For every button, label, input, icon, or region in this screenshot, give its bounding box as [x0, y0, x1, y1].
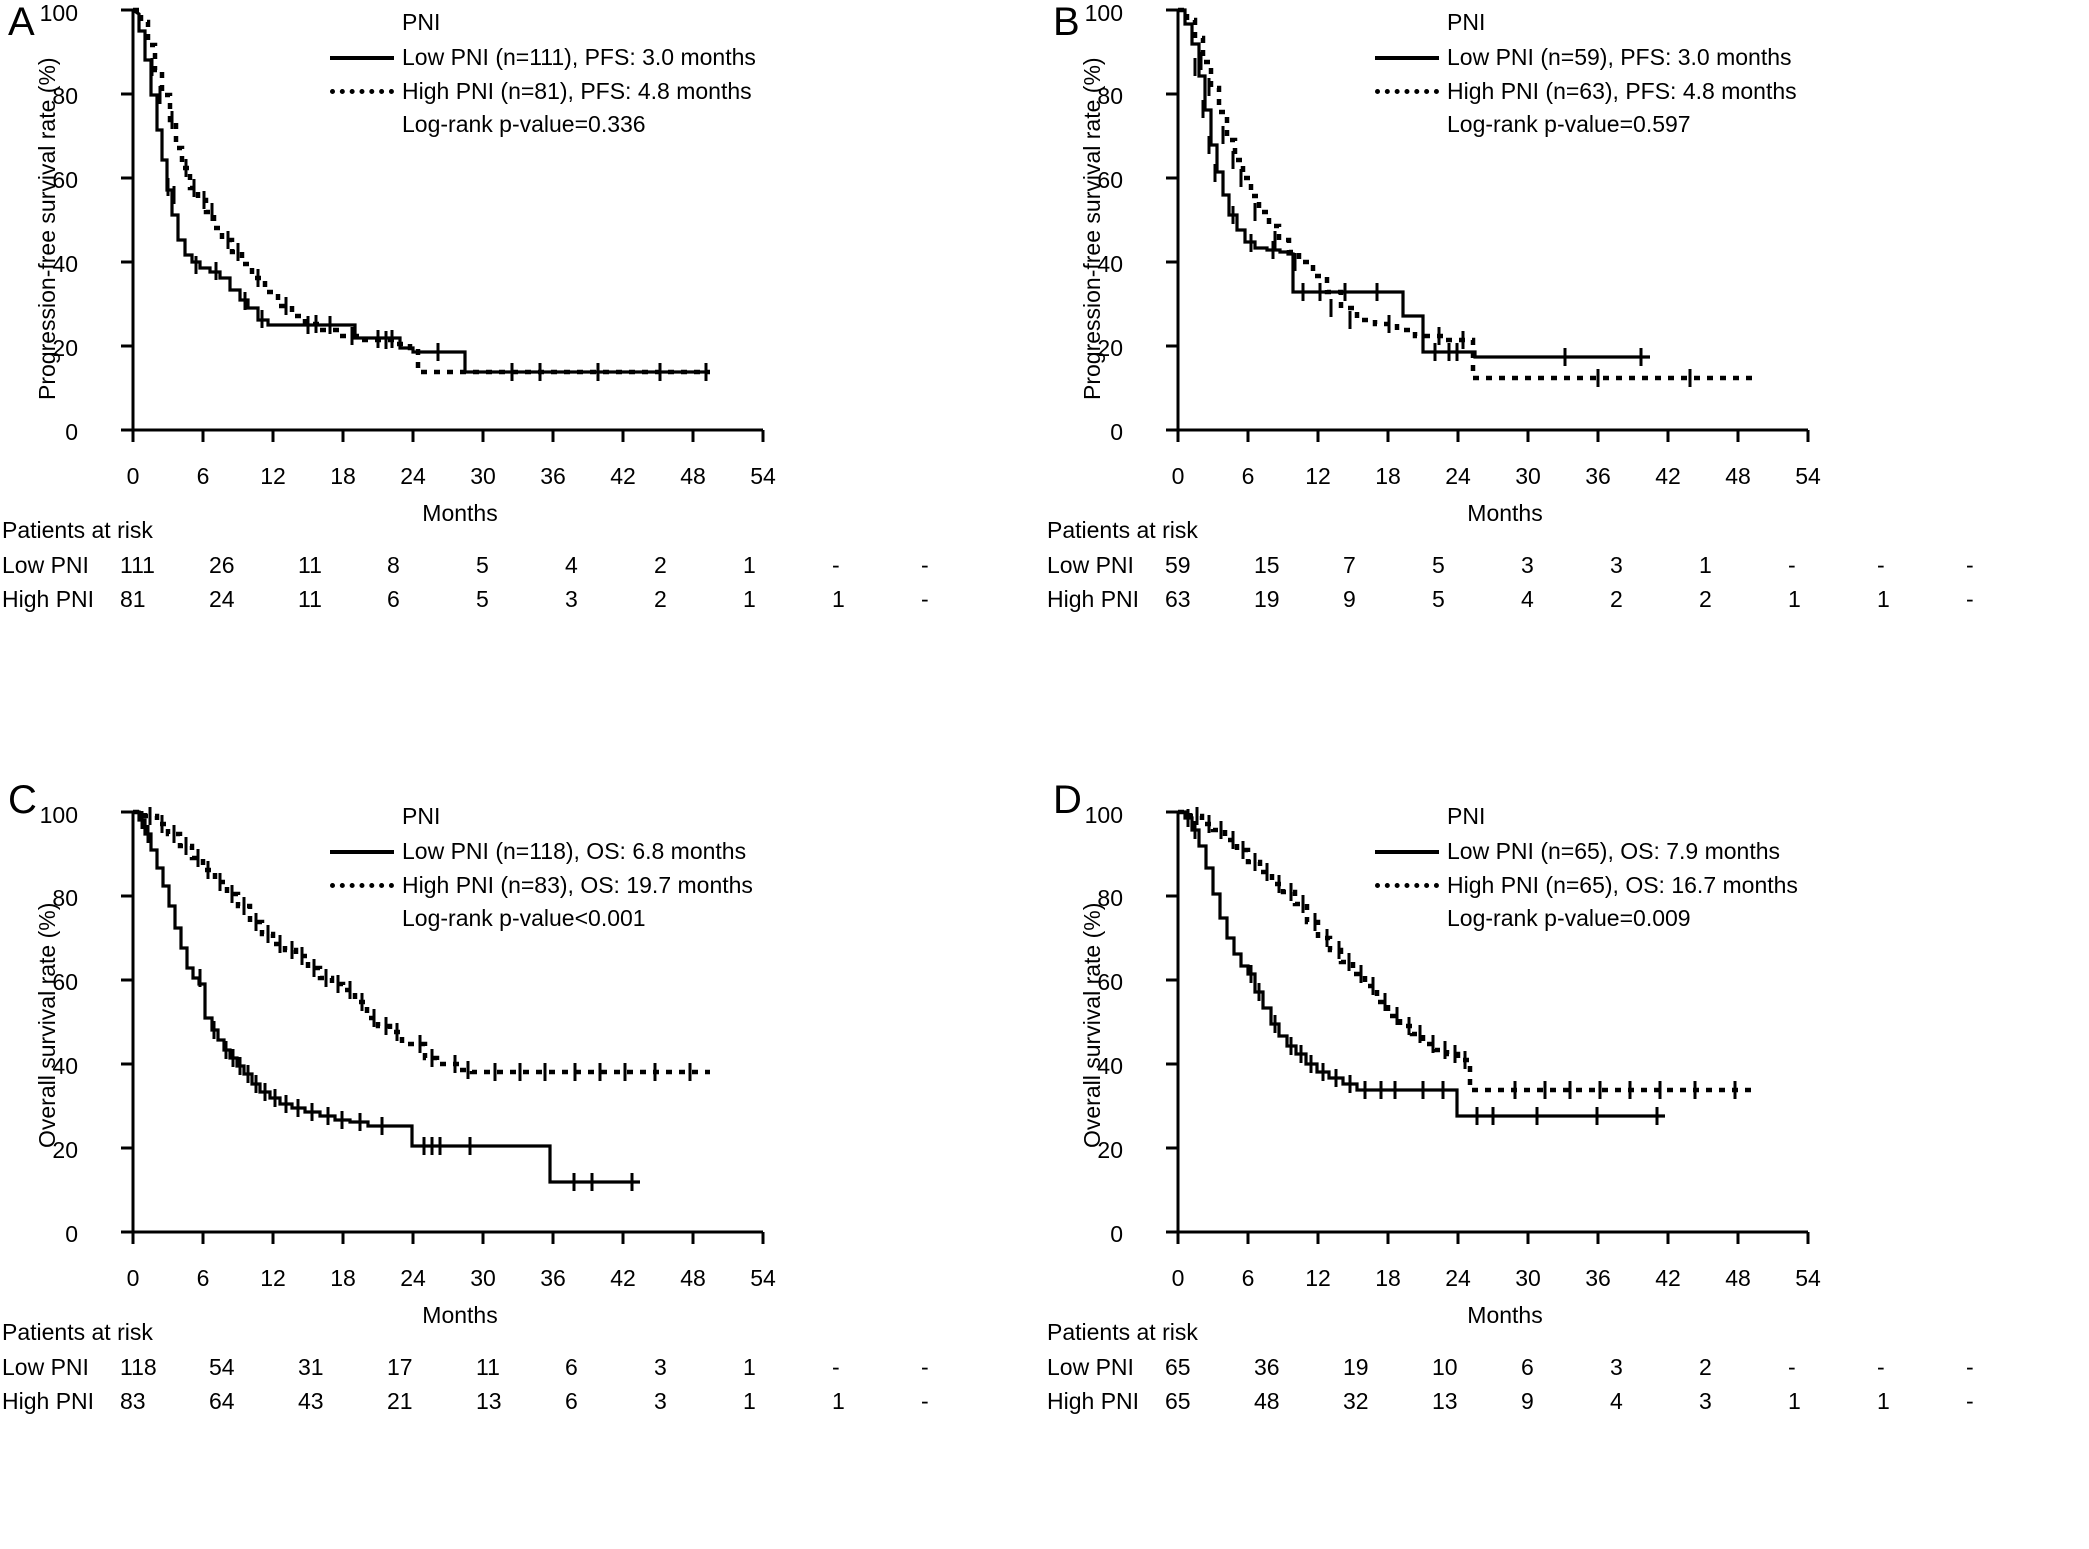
panel-a-risk-row1-v0: 81: [120, 585, 146, 612]
panel-d-risk-title: Patients at risk: [1047, 1319, 1198, 1345]
panel-a-risk-row0-v0: 111: [120, 551, 155, 578]
panel-d-risk-row0-label: Low PNI: [1047, 1353, 1134, 1380]
panel-d-xtick-54: 54: [1795, 1265, 1821, 1291]
panel-a-risk-row0-v1: 26: [209, 551, 235, 578]
panel-a-risk-row0-v4: 5: [476, 551, 489, 578]
panel-d-xtick-30: 30: [1515, 1265, 1541, 1291]
panel-a-xtick-24: 24: [400, 463, 426, 489]
panel-a-plot: [0, 0, 1040, 745]
panel-b-risk-row1-v6: 2: [1699, 585, 1712, 612]
panel-d-risk-row1-v0: 65: [1165, 1387, 1191, 1414]
panel-b-ytick-20: 20: [1097, 335, 1123, 361]
panel-b-xtick-12: 12: [1305, 463, 1331, 489]
panel-a-risk-table: [2, 517, 1010, 616]
panel-d-xtick-0: 0: [1171, 1265, 1185, 1291]
panel-a-risk-row0-label: Low PNI: [2, 551, 89, 578]
panel-d-xtick-48: 48: [1725, 1265, 1751, 1291]
panel-d-ytick-40: 40: [1097, 1053, 1123, 1079]
panel-b-pvalue: Log-rank p-value=0.597: [1447, 111, 1691, 138]
panel-d-risk-row0-v1: 36: [1254, 1353, 1280, 1380]
panel-a-risk-row0-v9: -: [921, 551, 929, 578]
panel-b-risk-row1-v0: 63: [1165, 585, 1191, 612]
panel-c-xtick-42: 42: [610, 1265, 636, 1291]
panel-d: [1045, 778, 2089, 1549]
panel-b-risk-row1-v4: 4: [1521, 585, 1534, 612]
panel-d-x-axis-label: Months: [1467, 1302, 1543, 1328]
panel-c-xtick-54: 54: [750, 1265, 776, 1291]
panel-a-risk-row0-v3: 8: [387, 551, 400, 578]
panel-c-legend-title: PNI: [402, 803, 441, 829]
panel-d-risk-row0-v0: 65: [1165, 1353, 1191, 1380]
panel-a-risk-title: Patients at risk: [2, 517, 153, 543]
panel-a-risk-row1-v3: 6: [387, 585, 400, 612]
panel-c-risk-row0-v8: -: [832, 1353, 840, 1380]
panel-d-xtick-24: 24: [1445, 1265, 1471, 1291]
panel-d-legend-title: PNI: [1447, 803, 1486, 829]
panel-a-risk-row1-v1: 24: [209, 585, 235, 612]
panel-a-xtick-42: 42: [610, 463, 636, 489]
panel-b-y-axis-label: Progression-free survival rate (%): [1079, 57, 1105, 400]
panel-d-ytick-100: 100: [1084, 802, 1123, 828]
panel-a-legend-low-label: Low PNI (n=111), PFS: 3.0 months: [402, 44, 756, 71]
panel-d-letter: D: [1053, 778, 1082, 822]
panel-a-risk-row1-v4: 5: [476, 585, 489, 612]
panel-b-risk-row1-v8: 1: [1877, 585, 1890, 612]
panel-d-risk-row1-v6: 3: [1699, 1387, 1712, 1414]
panel-b-xtick-36: 36: [1585, 463, 1611, 489]
panel-a-xtick-18: 18: [330, 463, 356, 489]
table-row: [1047, 1384, 2055, 1418]
panel-b-plot: [1045, 0, 2089, 745]
panel-d-risk-row0-v7: -: [1788, 1353, 1796, 1380]
panel-b-xtick-42: 42: [1655, 463, 1681, 489]
panel-b-risk-row0-v5: 3: [1610, 551, 1623, 578]
panel-a-xtick-36: 36: [540, 463, 566, 489]
panel-b-risk-row1-v2: 9: [1343, 585, 1356, 612]
panel-c-risk-row0-v3: 17: [387, 1353, 413, 1380]
panel-b-xtick-54: 54: [1795, 463, 1821, 489]
panel-b-risk-row1-v3: 5: [1432, 585, 1445, 612]
panel-c-risk-row1-v3: 21: [387, 1387, 413, 1414]
panel-a-risk-row1-v9: -: [921, 585, 929, 612]
panel-c-risk-row1-v4: 13: [476, 1387, 502, 1414]
panel-c-risk-table: [2, 1319, 1010, 1418]
panel-a-risk-row0-v7: 1: [743, 551, 756, 578]
panel-a-xtick-48: 48: [680, 463, 706, 489]
panel-b-risk-grid: [1047, 548, 2055, 616]
panel-c-xtick-12: 12: [260, 1265, 286, 1291]
panel-c-risk-row1-label: High PNI: [2, 1387, 95, 1414]
panel-d-plot: [1045, 778, 2089, 1549]
panel-b-xtick-24: 24: [1445, 463, 1471, 489]
panel-d-risk-row0-v4: 6: [1521, 1353, 1534, 1380]
panel-c-x-axis-label: Months: [422, 1302, 498, 1328]
panel-a-xtick-54: 54: [750, 463, 776, 489]
panel-c-pvalue: Log-rank p-value<0.001: [402, 905, 646, 932]
panel-c-xtick-24: 24: [400, 1265, 426, 1291]
panel-c-risk-row0-v6: 3: [654, 1353, 667, 1380]
panel-b-xtick-48: 48: [1725, 463, 1751, 489]
panel-c-risk-row1-v8: 1: [832, 1387, 845, 1414]
panel-c-ytick-60: 60: [52, 969, 78, 995]
panel-d-legend-high-label: High PNI (n=65), OS: 16.7 months: [1447, 871, 1798, 898]
panel-b-legend-title: PNI: [1447, 9, 1486, 35]
table-row: [2, 582, 1010, 616]
panel-a-risk-row1-v7: 1: [743, 585, 756, 612]
panel-a-xtick-30: 30: [470, 463, 496, 489]
panel-a-risk-row0-v5: 4: [565, 551, 578, 578]
panel-c-xtick-48: 48: [680, 1265, 706, 1291]
panel-a-pvalue: Log-rank p-value=0.336: [402, 111, 646, 138]
panel-c-risk-title: Patients at risk: [2, 1319, 153, 1345]
panel-a-ytick-40: 40: [52, 251, 78, 277]
panel-b-risk-row1-v5: 2: [1610, 585, 1623, 612]
panel-b-risk-table: [1047, 517, 2055, 616]
panel-d-risk-row1-v7: 1: [1788, 1387, 1801, 1414]
panel-c-risk-row1-v0: 83: [120, 1387, 146, 1414]
panel-d-xtick-36: 36: [1585, 1265, 1611, 1291]
panel-a-ytick-20: 20: [52, 335, 78, 361]
panel-d-xtick-42: 42: [1655, 1265, 1681, 1291]
panel-a-letter: A: [8, 0, 35, 44]
panel-b-risk-row1-v1: 19: [1254, 585, 1280, 612]
panel-c-ytick-100: 100: [39, 802, 78, 828]
panel-d-ytick-0: 0: [1110, 1221, 1123, 1247]
panel-c-risk-row0-label: Low PNI: [2, 1353, 89, 1380]
panel-d-legend-low-label: Low PNI (n=65), OS: 7.9 months: [1447, 838, 1781, 865]
panel-d-risk-row0-v8: -: [1877, 1353, 1885, 1380]
panel-b-risk-row0-v2: 7: [1343, 551, 1356, 578]
panel-b-xtick-18: 18: [1375, 463, 1401, 489]
panel-b-risk-row1-v9: -: [1966, 585, 1974, 612]
panel-d-risk-row0-v6: 2: [1699, 1353, 1712, 1380]
panel-b-risk-row0-v9: -: [1966, 551, 1974, 578]
panel-d-xtick-18: 18: [1375, 1265, 1401, 1291]
panel-a-risk-row0-v6: 2: [654, 551, 667, 578]
panel-c-legend-low-label: Low PNI (n=118), OS: 6.8 months: [402, 838, 747, 865]
panel-c-risk-row0-v5: 6: [565, 1353, 578, 1380]
panel-c-risk-row1-v6: 3: [654, 1387, 667, 1414]
panel-b-ytick-100: 100: [1084, 0, 1123, 26]
panel-a-risk-row1-v8: 1: [832, 585, 845, 612]
panel-d-risk-row1-label: High PNI: [1047, 1387, 1140, 1414]
panel-a-y-axis-label: Progression-free survival rate (%): [34, 57, 60, 400]
table-row: [2, 548, 1010, 582]
panel-a-xtick-12: 12: [260, 463, 286, 489]
panel-c-risk-grid: [2, 1350, 1010, 1418]
panel-c-xtick-0: 0: [126, 1265, 140, 1291]
panel-b-risk-row1-label: High PNI: [1047, 585, 1140, 612]
panel-b-risk-row0-v1: 15: [1254, 551, 1280, 578]
panel-d-risk-row1-v8: 1: [1877, 1387, 1890, 1414]
panel-a-risk-grid: [2, 548, 1010, 616]
panel-a-ytick-100: 100: [39, 0, 78, 26]
panel-b-ytick-40: 40: [1097, 251, 1123, 277]
panel-d-ytick-80: 80: [1097, 885, 1123, 911]
panel-a-risk-row1-label: High PNI: [2, 585, 95, 612]
panel-c: [0, 778, 1040, 1549]
table-row: [1047, 548, 2055, 582]
panel-d-xtick-6: 6: [1241, 1265, 1255, 1291]
panel-b-risk-row0-v6: 1: [1699, 551, 1712, 578]
panel-c-ytick-80: 80: [52, 885, 78, 911]
panel-c-risk-row1-v5: 6: [565, 1387, 578, 1414]
panel-d-risk-row1-v3: 13: [1432, 1387, 1458, 1414]
panel-c-ytick-0: 0: [65, 1221, 78, 1247]
panel-b-risk-row0-v4: 3: [1521, 551, 1534, 578]
panel-c-risk-row1-v2: 43: [298, 1387, 324, 1414]
panel-a-xtick-0: 0: [126, 463, 140, 489]
table-row: [1047, 582, 2055, 616]
table-row: [2, 1350, 1010, 1384]
panel-b-xtick-0: 0: [1171, 463, 1185, 489]
panel-c-risk-row1-v7: 1: [743, 1387, 756, 1414]
panel-d-risk-row0-v2: 19: [1343, 1353, 1369, 1380]
table-row: [2, 1384, 1010, 1418]
panel-d-risk-row1-v4: 9: [1521, 1387, 1534, 1414]
panel-c-xtick-6: 6: [196, 1265, 210, 1291]
panel-b-risk-title: Patients at risk: [1047, 517, 1198, 543]
panel-c-risk-row0-v4: 11: [476, 1353, 500, 1380]
panel-c-letter: C: [8, 778, 37, 822]
panel-b-x-axis-label: Months: [1467, 500, 1543, 526]
panel-d-y-axis-label: Overall survival rate (%): [1079, 902, 1105, 1148]
panel-c-xtick-36: 36: [540, 1265, 566, 1291]
panel-a-risk-row1-v6: 2: [654, 585, 667, 612]
panel-b-xtick-6: 6: [1241, 463, 1255, 489]
panel-c-risk-row0-v1: 54: [209, 1353, 235, 1380]
panel-b-risk-row0-v3: 5: [1432, 551, 1445, 578]
panel-d-risk-row1-v5: 4: [1610, 1387, 1623, 1414]
panel-c-risk-row1-v1: 64: [209, 1387, 235, 1414]
panel-b-risk-row0-v8: -: [1877, 551, 1885, 578]
panel-d-risk-row0-v5: 3: [1610, 1353, 1623, 1380]
panel-b-risk-row0-v7: -: [1788, 551, 1796, 578]
panel-d-risk-row0-v9: -: [1966, 1353, 1974, 1380]
panel-c-xtick-30: 30: [470, 1265, 496, 1291]
panel-a-xtick-6: 6: [196, 463, 210, 489]
panel-b: [1045, 0, 2089, 745]
panel-c-risk-row0-v2: 31: [298, 1353, 324, 1380]
panel-c-risk-row1-v9: -: [921, 1387, 929, 1414]
panel-b-ytick-80: 80: [1097, 83, 1123, 109]
panel-a-ytick-60: 60: [52, 167, 78, 193]
panel-b-legend-high-label: High PNI (n=63), PFS: 4.8 months: [1447, 77, 1797, 104]
panel-c-plot: [0, 778, 1040, 1549]
panel-c-legend-high-label: High PNI (n=83), OS: 19.7 months: [402, 871, 753, 898]
panel-a-legend-title: PNI: [402, 9, 441, 35]
panel-d-risk-grid: [1047, 1350, 2055, 1418]
panel-b-risk-row0-label: Low PNI: [1047, 551, 1134, 578]
panel-b-xtick-30: 30: [1515, 463, 1541, 489]
panel-d-ytick-20: 20: [1097, 1137, 1123, 1163]
panel-a-legend-high-label: High PNI (n=81), PFS: 4.8 months: [402, 77, 752, 104]
panel-b-ytick-0: 0: [1110, 419, 1123, 445]
panel-c-risk-row0-v7: 1: [743, 1353, 756, 1380]
panel-d-risk-row1-v2: 32: [1343, 1387, 1369, 1414]
panel-a-risk-row1-v2: 11: [298, 585, 322, 612]
panel-d-risk-row1-v9: -: [1966, 1387, 1974, 1414]
panel-d-risk-row0-v3: 10: [1432, 1353, 1458, 1380]
panel-a-risk-row1-v5: 3: [565, 585, 578, 612]
panel-d-ytick-60: 60: [1097, 969, 1123, 995]
panel-c-y-axis-label: Overall survival rate (%): [34, 902, 60, 1148]
panel-b-ytick-60: 60: [1097, 167, 1123, 193]
panel-b-legend-low-label: Low PNI (n=59), PFS: 3.0 months: [1447, 44, 1792, 71]
panel-d-risk-table: [1047, 1319, 2055, 1418]
panel-a-x-axis-label: Months: [422, 500, 498, 526]
panel-c-risk-row0-v9: -: [921, 1353, 929, 1380]
panel-d-risk-row1-v1: 48: [1254, 1387, 1280, 1414]
panel-b-risk-row0-v0: 59: [1165, 551, 1191, 578]
panel-b-risk-row1-v7: 1: [1788, 585, 1801, 612]
panel-c-ytick-40: 40: [52, 1053, 78, 1079]
panel-a: [0, 0, 1040, 745]
panel-a-risk-row0-v8: -: [832, 551, 840, 578]
panel-d-xtick-12: 12: [1305, 1265, 1331, 1291]
panel-c-ytick-20: 20: [52, 1137, 78, 1163]
panel-a-ytick-0: 0: [65, 419, 78, 445]
panel-d-pvalue: Log-rank p-value=0.009: [1447, 905, 1691, 932]
panel-c-xtick-18: 18: [330, 1265, 356, 1291]
table-row: [1047, 1350, 2055, 1384]
panel-a-ytick-80: 80: [52, 83, 78, 109]
panel-c-risk-row0-v0: 118: [120, 1353, 157, 1380]
panel-b-letter: B: [1053, 0, 1080, 44]
panel-a-risk-row0-v2: 11: [298, 551, 322, 578]
